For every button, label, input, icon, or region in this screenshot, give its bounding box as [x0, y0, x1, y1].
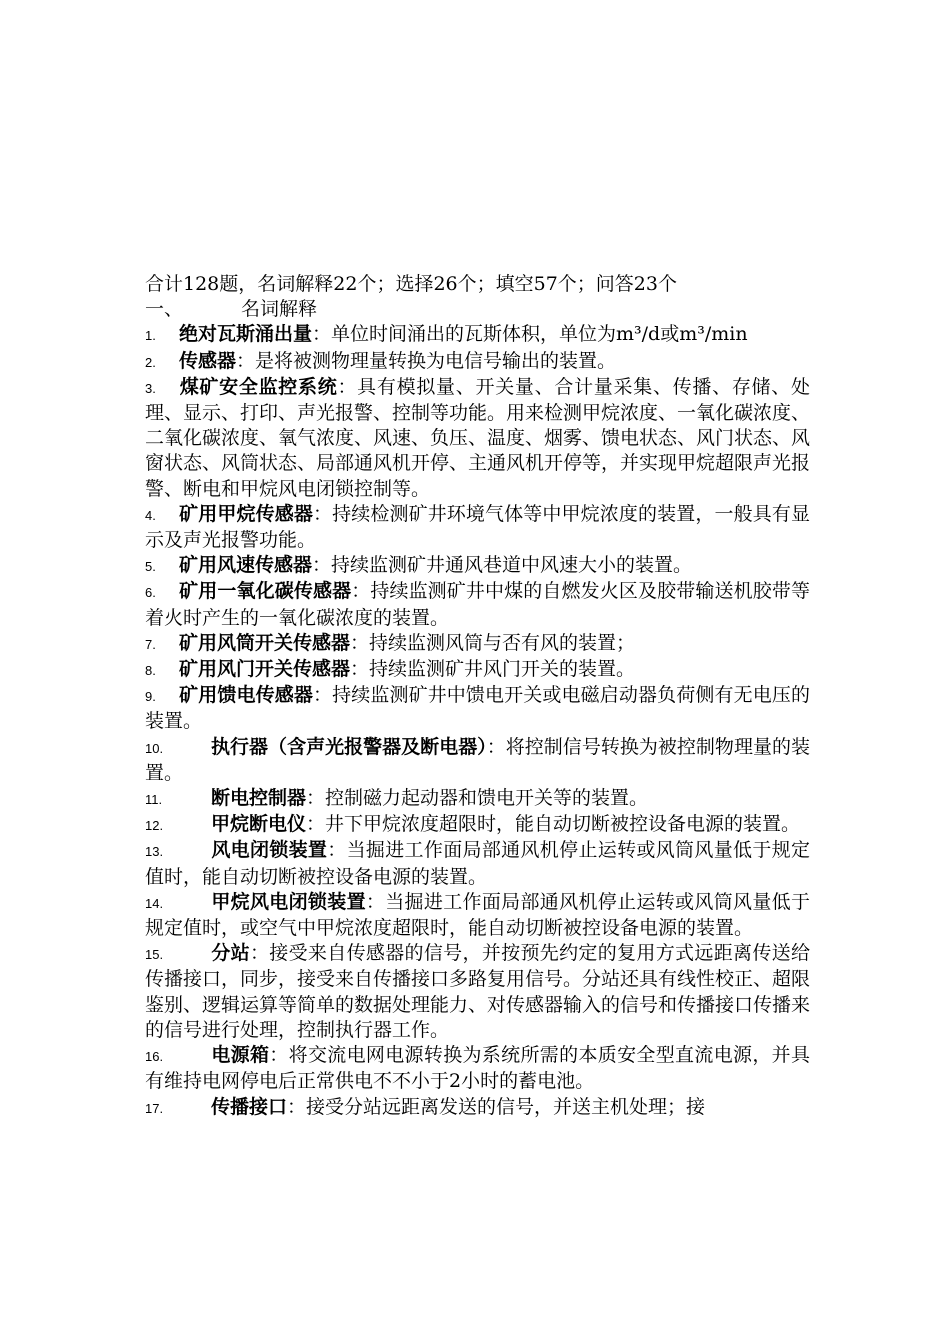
- item-number: 16.: [145, 1049, 164, 1065]
- definition-item: [145, 838, 810, 889]
- definition-item: [145, 786, 810, 812]
- item-number: 11.: [145, 792, 163, 808]
- item-term: 甲烷断电仪: [211, 813, 307, 836]
- definition-item: [145, 502, 810, 553]
- item-definition: ：持续检测矿井环境气体等中甲烷浓度的装置，一般具有显示及声光报警功能。: [145, 502, 810, 552]
- item-number: 17.: [145, 1100, 164, 1116]
- item-definition: ：当掘进工作面局部通风机停止运转或风筒风量低于规定值时，或空气中甲烷浓度超限时，能自动切断被控设备电源的装置。: [145, 890, 810, 940]
- item-term: 分站: [211, 942, 250, 965]
- item-number: 14.: [145, 895, 164, 911]
- item-number: 9.: [145, 689, 156, 705]
- item-definition: ：当掘进工作面局部通风机停止运转或风筒风量低于规定值时，能自动切断被控设备电源的装置。: [145, 839, 810, 888]
- item-term: 传播接口: [211, 1095, 288, 1118]
- section-title: 名词解释: [241, 298, 318, 321]
- item-definition: ：单位时间涌出的瓦斯体积，单位为m³/d或m³/min: [312, 323, 748, 346]
- item-term: 矿用馈电传感器: [179, 684, 313, 707]
- item-definition: ：将控制信号转换为被控制物理量的装置。: [145, 735, 810, 784]
- definition-item: [145, 735, 810, 786]
- section-number: 一、: [145, 298, 184, 321]
- item-number: 12.: [145, 818, 164, 834]
- definition-item: [145, 812, 810, 838]
- item-term: 风电闭锁装置: [211, 839, 328, 862]
- item-definition: ：是将被测物理量转换为电信号输出的装置。: [236, 349, 617, 372]
- section-heading: [145, 297, 810, 322]
- item-term: 矿用风门开关传感器: [179, 658, 351, 681]
- definition-item: [145, 375, 810, 502]
- item-term: 煤矿安全监控系统: [179, 375, 338, 398]
- item-term: 断电控制器: [211, 787, 307, 810]
- item-number: 15.: [145, 947, 164, 963]
- item-term: 矿用风速传感器: [179, 554, 313, 577]
- definition-item: [145, 553, 810, 579]
- item-number: 8.: [145, 663, 156, 679]
- definition-item: [145, 579, 810, 630]
- item-number: 1.: [145, 328, 156, 344]
- summary-line: 合计128题，名词解释22个；选择26个；填空57个；问答23个: [145, 273, 677, 295]
- item-term: 矿用风筒开关传感器: [179, 631, 351, 654]
- definition-list: [145, 322, 810, 1120]
- definition-item: [145, 683, 810, 734]
- item-term: 传感器: [179, 349, 237, 372]
- item-number: 10.: [145, 740, 164, 756]
- item-term: 矿用甲烷传感器: [179, 502, 313, 525]
- definition-item: [145, 631, 810, 657]
- item-term: 绝对瓦斯涌出量: [179, 323, 313, 346]
- item-definition: ：接受来自传感器的信号，并按预先约定的复用方式远距离传送给传播接口，同步，接受来自传播接口多路复用信号。分站还具有线性校正、超限鉴别、逻辑运算等简单的数据处理能力、对传感器输入的信号和传播接口传播来的信号进行处理，控制执行器工作。: [145, 942, 811, 1041]
- item-definition: ：持续监测矿井中馈电开关或电磁启动器负荷侧有无电压的装置。: [145, 684, 810, 733]
- item-number: 3.: [145, 380, 156, 396]
- item-definition: ：将交流电网电源转换为系统所需的本质安全型直流电源，并具有维持电网停电后正常供电不不小于2小时的蓄电池。: [145, 1044, 810, 1093]
- item-number: 6.: [145, 585, 156, 601]
- item-number: 2.: [145, 354, 156, 370]
- item-definition: ：持续监测风筒与否有风的装置；: [350, 631, 636, 654]
- item-number: 13.: [145, 844, 164, 860]
- item-definition: ：接受分站远距离发送的信号，并送主机处理；接: [287, 1095, 706, 1118]
- item-definition: ：具有模拟量、开关量、合计量采集、传播、存储、处理、显示、打印、声光报警、控制等功能。用来检测甲烷浓度、一氧化碳浓度、二氧化碳浓度、氧气浓度、风速、负压、温度、烟雾、馈电状态、风门状态、风窗状态、风筒状态、局部通风机开停、主通风机开停等，并实现甲烷超限声光报警、断电和甲烷风电闭锁控制等。: [145, 375, 811, 500]
- item-term: 甲烷风电闭锁装置: [211, 890, 366, 913]
- definition-item: [145, 657, 810, 683]
- definition-item: [145, 941, 810, 1043]
- definition-item: [145, 890, 810, 941]
- definition-item: [145, 1043, 810, 1094]
- item-definition: ：持续监测矿井中煤的自燃发火区及胶带输送机胶带等着火时产生的一氧化碳浓度的装置。: [145, 580, 810, 629]
- item-number: 7.: [145, 636, 156, 652]
- item-term: 电源箱: [211, 1044, 270, 1067]
- definition-item: [145, 349, 810, 375]
- item-definition: ：控制磁力起动器和馈电开关等的装置。: [306, 787, 649, 810]
- item-number: 4.: [145, 507, 156, 523]
- definition-item: [145, 1095, 810, 1121]
- item-definition: ：井下甲烷浓度超限时，能自动切断被控设备电源的装置。: [306, 813, 801, 836]
- item-term: 执行器（含声光报警器及断电器）: [211, 735, 487, 758]
- item-definition: ：持续监测矿井风门开关的装置。: [350, 658, 636, 681]
- definition-item: [145, 322, 810, 348]
- item-term: 矿用一氧化碳传感器: [179, 580, 352, 603]
- item-number: 5.: [145, 559, 156, 575]
- item-definition: ：持续监测矿井通风巷道中风速大小的装置。: [312, 554, 693, 577]
- document-body: [145, 272, 810, 1121]
